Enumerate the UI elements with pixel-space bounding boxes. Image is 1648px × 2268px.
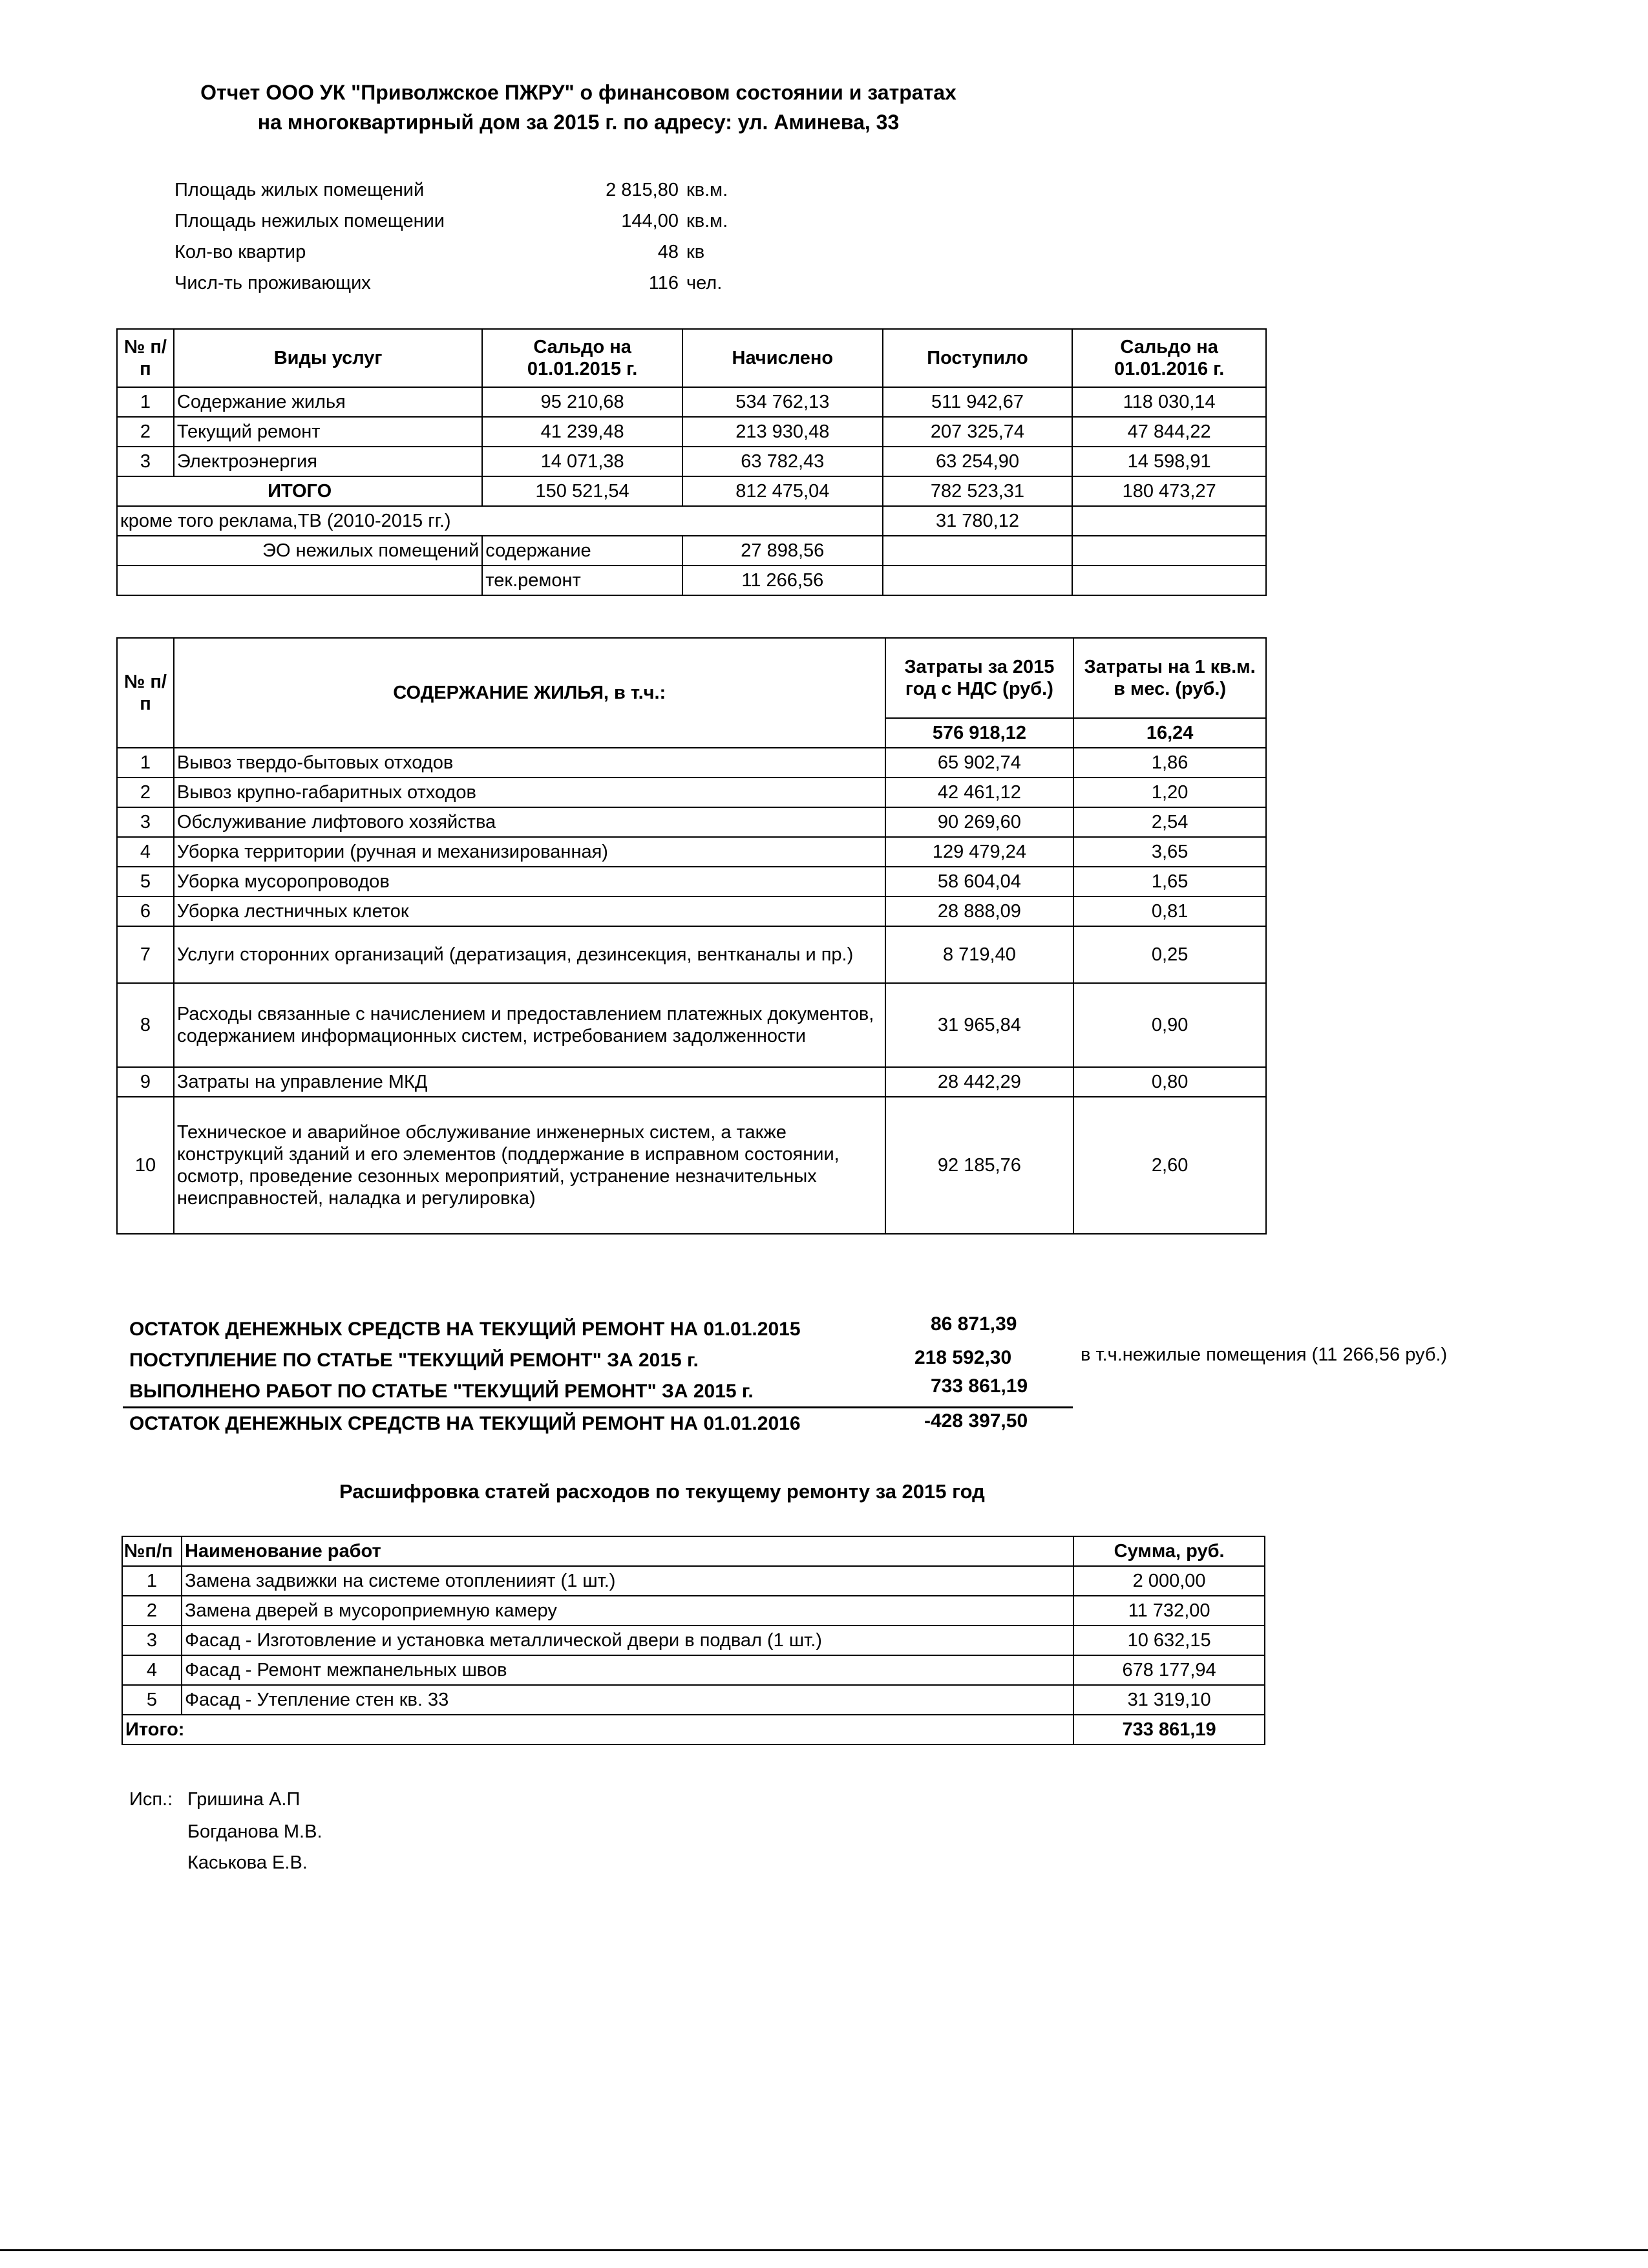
repair-breakdown-title: Расшифровка статей расходов по текущему ремонту за 2015 год xyxy=(339,1480,985,1503)
info-unit: кв.м. xyxy=(686,211,728,231)
header-cost: Затраты за 2015 год с НДС (руб.) xyxy=(885,638,1074,718)
advertising-label: кроме того реклама,ТВ (2010-2015 гг.) xyxy=(117,506,883,536)
cell-num: 2 xyxy=(117,417,174,447)
total-received: 782 523,31 xyxy=(883,476,1073,506)
total-row xyxy=(122,1715,1265,1744)
cell-cost: 92 185,76 xyxy=(885,1097,1074,1234)
table-row xyxy=(117,447,1266,476)
cell-num: 4 xyxy=(122,1655,182,1685)
table-row xyxy=(117,807,1266,837)
cell-num: 8 xyxy=(117,983,174,1067)
header-sum: Сумма, руб. xyxy=(1073,1536,1265,1566)
cell-num: 1 xyxy=(117,387,174,417)
cell-name: Замена задвижки на системе отоплениият (1 шт.) xyxy=(182,1566,1073,1596)
cell-per: 1,65 xyxy=(1073,867,1266,896)
empty-cell xyxy=(117,566,482,595)
cell-num: 7 xyxy=(117,926,174,983)
cell-sum: 678 177,94 xyxy=(1073,1655,1265,1685)
cell-end: 14 598,91 xyxy=(1072,447,1266,476)
nonresidential-repair-value: 11 266,56 xyxy=(682,566,883,595)
page-bottom-rule xyxy=(0,2249,1648,2251)
cell-name: Расходы связанные с начислением и предоставлением платежных документов, содержанием информационных систем, истребованием задолженности xyxy=(174,983,885,1067)
nonresidential-label: ЭО нежилых помещений xyxy=(117,536,482,566)
table-row xyxy=(122,1566,1265,1596)
table-header-row xyxy=(122,1536,1265,1566)
info-unit: кв xyxy=(686,242,705,262)
header-charged: Начислено xyxy=(682,329,883,387)
cell-name: Затраты на управление МКД xyxy=(174,1067,885,1097)
table-row xyxy=(117,896,1266,926)
cell-name: Фасад - Ремонт межпанельных швов xyxy=(182,1655,1073,1685)
nonresidential-maintenance-value: 27 898,56 xyxy=(682,536,883,566)
cell-num: 2 xyxy=(117,778,174,807)
table-row xyxy=(117,387,1266,417)
cell-name: Фасад - Утепление стен кв. 33 xyxy=(182,1685,1073,1715)
cell-name: Замена дверей в мусороприемную камеру xyxy=(182,1596,1073,1626)
empty-cell xyxy=(1072,506,1266,536)
empty-cell xyxy=(883,536,1073,566)
summary-label-1: ОСТАТОК ДЕНЕЖНЫХ СРЕДСТВ НА ТЕКУЩИЙ РЕМОНТ НА 01.01.2015 xyxy=(129,1319,801,1340)
empty-cell xyxy=(1072,536,1266,566)
total-charged: 812 475,04 xyxy=(682,476,883,506)
services-balance-table xyxy=(116,328,1267,596)
summary-value-1: 86 871,39 xyxy=(931,1313,1017,1335)
table-row xyxy=(117,1067,1266,1097)
cell-num: 5 xyxy=(122,1685,182,1715)
summary-value-3: 733 861,19 xyxy=(931,1375,1028,1397)
cell-cost: 28 442,29 xyxy=(885,1067,1074,1097)
summary-note: в т.ч.нежилые помещения (11 266,56 руб.) xyxy=(1081,1344,1448,1365)
cell-start: 95 210,68 xyxy=(482,387,682,417)
info-value: 116 xyxy=(648,273,679,293)
cell-cost: 31 965,84 xyxy=(885,983,1074,1067)
cell-cost: 42 461,12 xyxy=(885,778,1074,807)
table-row xyxy=(117,1097,1266,1234)
cell-per: 3,65 xyxy=(1073,837,1266,867)
signature-name: Гришина А.П xyxy=(187,1789,301,1810)
summary-divider xyxy=(123,1406,1073,1408)
cell-charged: 213 930,48 xyxy=(682,417,883,447)
cell-cost: 8 719,40 xyxy=(885,926,1074,983)
cell-per: 0,80 xyxy=(1073,1067,1266,1097)
total-sum: 733 861,19 xyxy=(1073,1715,1265,1744)
cell-cost: 90 269,60 xyxy=(885,807,1074,837)
header-balance-end: Сальдо на 01.01.2016 г. xyxy=(1072,329,1266,387)
total-per-sqm: 16,24 xyxy=(1073,718,1266,748)
cell-num: 5 xyxy=(117,867,174,896)
header-received: Поступило xyxy=(883,329,1073,387)
table-header-row xyxy=(117,638,1266,718)
table-row xyxy=(117,837,1266,867)
advertising-row xyxy=(117,506,1266,536)
cell-end: 47 844,22 xyxy=(1072,417,1266,447)
header-title: СОДЕРЖАНИЕ ЖИЛЬЯ, в т.ч.: xyxy=(174,638,885,748)
title-line-2: на многоквартирный дом за 2015 г. по адресу: ул. Аминева, 33 xyxy=(257,111,900,134)
cell-num: 6 xyxy=(117,896,174,926)
cell-sum: 31 319,10 xyxy=(1073,1685,1265,1715)
cell-sum: 2 000,00 xyxy=(1073,1566,1265,1596)
signature-name: Богданова М.В. xyxy=(187,1821,322,1842)
cell-received: 511 942,67 xyxy=(883,387,1073,417)
total-end: 180 473,27 xyxy=(1072,476,1266,506)
summary-label-3: ВЫПОЛНЕНО РАБОТ ПО СТАТЬЕ "ТЕКУЩИЙ РЕМОНТ" ЗА 2015 г. xyxy=(129,1381,754,1402)
cell-cost: 129 479,24 xyxy=(885,837,1074,867)
maintenance-costs-table xyxy=(116,637,1267,1235)
total-row xyxy=(117,476,1266,506)
cell-num: 3 xyxy=(122,1626,182,1655)
cell-per: 1,86 xyxy=(1073,748,1266,778)
summary-label-2: ПОСТУПЛЕНИЕ ПО СТАТЬЕ "ТЕКУЩИЙ РЕМОНТ" ЗА 2015 г. xyxy=(129,1350,699,1371)
cell-num: 2 xyxy=(122,1596,182,1626)
cell-name: Уборка мусоропроводов xyxy=(174,867,885,896)
cell-name: Уборка территории (ручная и механизированная) xyxy=(174,837,885,867)
cell-cost: 58 604,04 xyxy=(885,867,1074,896)
summary-value-4: -428 397,50 xyxy=(924,1410,1028,1432)
total-label: ИТОГО xyxy=(117,476,482,506)
cell-start: 41 239,48 xyxy=(482,417,682,447)
info-unit: чел. xyxy=(686,273,723,293)
cell-name: Фасад - Изготовление и установка металлической двери в подвал (1 шт.) xyxy=(182,1626,1073,1655)
nonresidential-repair-row xyxy=(117,566,1266,595)
empty-cell xyxy=(1072,566,1266,595)
cell-service: Электроэнергия xyxy=(174,447,482,476)
info-unit: кв.м. xyxy=(686,180,728,200)
cell-per: 1,20 xyxy=(1073,778,1266,807)
cell-received: 63 254,90 xyxy=(883,447,1073,476)
table-row xyxy=(122,1655,1265,1685)
cell-service: Содержание жилья xyxy=(174,387,482,417)
header-num: № п/п xyxy=(117,638,174,748)
cell-name: Вывоз крупно-габаритных отходов xyxy=(174,778,885,807)
cell-per: 0,25 xyxy=(1073,926,1266,983)
info-label: Кол-во квартир xyxy=(174,242,306,262)
table-row xyxy=(122,1596,1265,1626)
table-header-row xyxy=(117,329,1266,387)
table-row xyxy=(117,748,1266,778)
info-value: 2 815,80 xyxy=(606,180,679,200)
table-row xyxy=(117,926,1266,983)
cell-num: 1 xyxy=(117,748,174,778)
signature-name: Каськова Е.В. xyxy=(187,1852,308,1873)
header-per-sqm: Затраты на 1 кв.м. в мес. (руб.) xyxy=(1073,638,1266,718)
cell-num: 4 xyxy=(117,837,174,867)
nonresidential-maintenance-row xyxy=(117,536,1266,566)
cell-sum: 10 632,15 xyxy=(1073,1626,1265,1655)
cell-per: 2,54 xyxy=(1073,807,1266,837)
document-title xyxy=(0,78,1648,137)
signatures-prefix: Исп.: xyxy=(129,1789,173,1810)
empty-cell xyxy=(883,566,1073,595)
cell-charged: 63 782,43 xyxy=(682,447,883,476)
cell-num: 3 xyxy=(117,807,174,837)
cell-name: Техническое и аварийное обслуживание инженерных систем, а также конструкций зданий и его элементов (поддержание в исправном состоянии, осмотр, проведение сезонных мероприятий, устранение незначительных неисправностей, наладка и регулировка) xyxy=(174,1097,885,1234)
table-row xyxy=(117,778,1266,807)
cell-per: 0,81 xyxy=(1073,896,1266,926)
nonresidential-maintenance-label: содержание xyxy=(482,536,682,566)
title-line-1: Отчет ООО УК "Приволжское ПЖРУ" о финансовом состоянии и затратах xyxy=(200,81,956,104)
cell-cost: 65 902,74 xyxy=(885,748,1074,778)
cell-per: 2,60 xyxy=(1073,1097,1266,1234)
info-value: 48 xyxy=(657,242,679,262)
cell-charged: 534 762,13 xyxy=(682,387,883,417)
cell-name: Уборка лестничных клеток xyxy=(174,896,885,926)
advertising-received: 31 780,12 xyxy=(883,506,1073,536)
info-label: Площадь нежилых помещении xyxy=(174,211,445,231)
repair-breakdown-table xyxy=(121,1536,1265,1745)
cell-num: 9 xyxy=(117,1067,174,1097)
cell-num: 10 xyxy=(117,1097,174,1234)
cell-name: Вывоз твердо-бытовых отходов xyxy=(174,748,885,778)
cell-sum: 11 732,00 xyxy=(1073,1596,1265,1626)
summary-value-2: 218 592,30 xyxy=(914,1347,1012,1368)
info-label: Числ-ть проживающих xyxy=(174,273,371,293)
total-label: Итого: xyxy=(122,1715,1073,1744)
table-row xyxy=(122,1685,1265,1715)
cell-received: 207 325,74 xyxy=(883,417,1073,447)
header-num: № п/п xyxy=(117,329,174,387)
info-label: Площадь жилых помещений xyxy=(174,180,425,200)
nonresidential-repair-label: тек.ремонт xyxy=(482,566,682,595)
cell-start: 14 071,38 xyxy=(482,447,682,476)
summary-label-4: ОСТАТОК ДЕНЕЖНЫХ СРЕДСТВ НА ТЕКУЩИЙ РЕМОНТ НА 01.01.2016 xyxy=(129,1413,801,1434)
table-row xyxy=(122,1626,1265,1655)
cell-num: 1 xyxy=(122,1566,182,1596)
cell-cost: 28 888,09 xyxy=(885,896,1074,926)
table-row xyxy=(117,983,1266,1067)
info-value: 144,00 xyxy=(621,211,679,231)
cell-per: 0,90 xyxy=(1073,983,1266,1067)
header-service: Виды услуг xyxy=(174,329,482,387)
cell-num: 3 xyxy=(117,447,174,476)
header-balance-start: Сальдо на 01.01.2015 г. xyxy=(482,329,682,387)
cell-service: Текущий ремонт xyxy=(174,417,482,447)
cell-name: Обслуживание лифтового хозяйства xyxy=(174,807,885,837)
header-num: №п/п xyxy=(122,1536,182,1566)
header-name: Наименование работ xyxy=(182,1536,1073,1566)
table-row xyxy=(117,417,1266,447)
cell-end: 118 030,14 xyxy=(1072,387,1266,417)
table-row xyxy=(117,867,1266,896)
total-start: 150 521,54 xyxy=(482,476,682,506)
total-cost: 576 918,12 xyxy=(885,718,1074,748)
cell-name: Услуги сторонних организаций (дератизация, дезинсекция, вентканалы и пр.) xyxy=(174,926,885,983)
